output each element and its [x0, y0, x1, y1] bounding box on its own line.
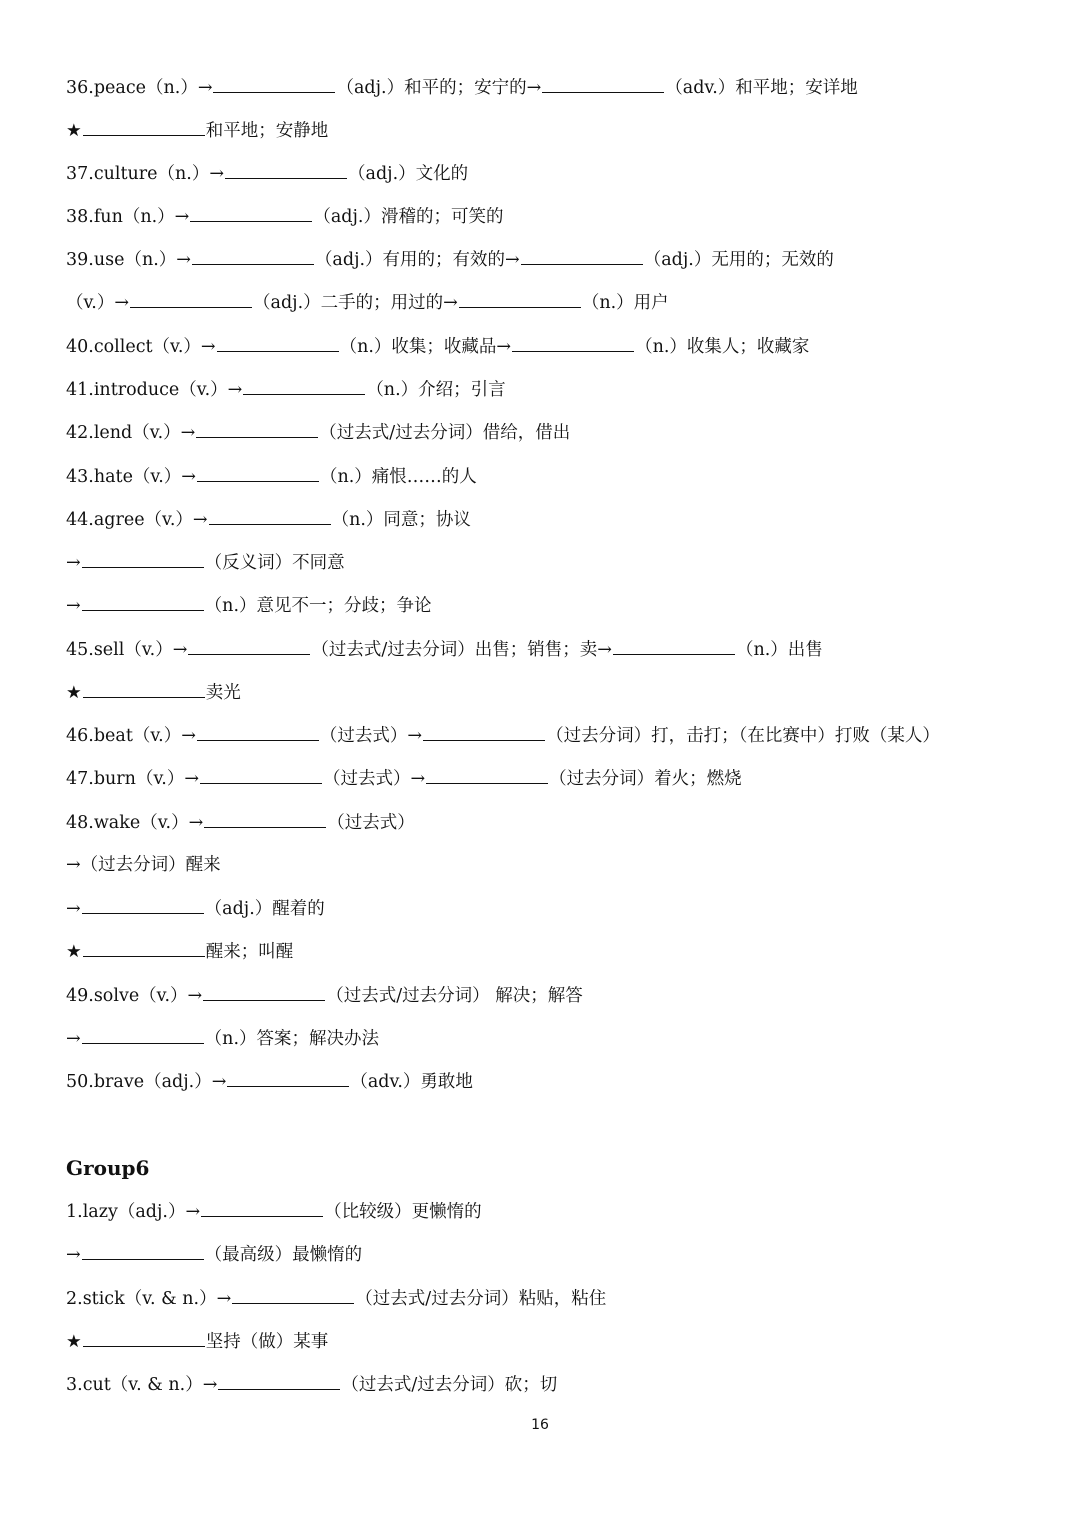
line-text: （adj.）文化的: [348, 164, 469, 184]
exercise-line-50: [66, 1066, 473, 1096]
answer-blank[interactable]: [83, 1326, 205, 1347]
line-text: 45.sell（v.）→: [66, 640, 188, 660]
group6-line-3: [66, 1369, 557, 1399]
exercise-line-36: [66, 72, 858, 102]
answer-blank[interactable]: [197, 720, 319, 741]
exercise-line-42: [66, 417, 570, 447]
answer-blank[interactable]: [213, 72, 335, 93]
line-text: 48.wake（v.）→: [66, 813, 204, 833]
answer-blank[interactable]: [243, 374, 365, 395]
line-text: （adj.）无用的；无效的: [643, 250, 834, 270]
line-text: （n.）用户: [581, 293, 669, 313]
line-text: 37.culture（n.）→: [66, 164, 225, 184]
star-icon: ★: [66, 942, 82, 962]
answer-blank[interactable]: [423, 720, 545, 741]
answer-blank[interactable]: [218, 1369, 340, 1390]
answer-blank[interactable]: [82, 893, 204, 914]
answer-blank[interactable]: [192, 244, 314, 265]
arrow-icon: →: [66, 596, 81, 616]
exercise-line-44-b: [66, 547, 345, 577]
answer-blank[interactable]: [82, 1239, 204, 1260]
answer-blank[interactable]: [227, 1066, 349, 1087]
line-text: （比较级）更懒惰的: [324, 1202, 482, 1222]
line-text: 1.lazy（adj.）→: [66, 1202, 201, 1222]
line-text: （过去式/过去分词） 解决；解答: [326, 986, 583, 1006]
page-number: 16: [531, 1417, 549, 1433]
answer-blank[interactable]: [82, 1023, 204, 1044]
arrow-icon: →: [66, 553, 81, 573]
line-text: （n.）同意；协议: [331, 510, 471, 530]
line-text: 42.lend（v.）→: [66, 423, 196, 443]
line-text: 坚持（做）某事: [205, 1332, 329, 1352]
exercise-line-39: [66, 244, 834, 274]
line-text: （n.）介绍；引言: [366, 380, 506, 400]
line-text: （n.）出售: [735, 640, 823, 660]
exercise-line-43: [66, 461, 477, 491]
exercise-line-47: [66, 763, 742, 793]
exercise-line-45: [66, 634, 823, 664]
line-text: 40.collect（v.）→: [66, 337, 216, 357]
answer-blank[interactable]: [232, 1283, 354, 1304]
line-text: 卖光: [205, 683, 241, 703]
line-text: （adj.）和平的；安宁的→: [336, 78, 542, 98]
line-text: （n.）收集；收藏品→: [339, 337, 512, 357]
exercise-line-37: [66, 158, 468, 188]
line-text: 49.solve（v.）→: [66, 986, 203, 1006]
line-text: （adj.）二手的；用过的→: [253, 293, 458, 313]
answer-blank[interactable]: [83, 936, 205, 957]
line-text: 39.use（n.）→: [66, 250, 191, 270]
line-text: （adv.）和平地；安详地: [665, 78, 858, 98]
line-text: （n.）意见不一；分歧；争论: [204, 596, 432, 616]
line-text: （过去式/过去分词）借给，借出: [319, 423, 571, 443]
exercise-line-49: [66, 980, 583, 1010]
answer-blank[interactable]: [521, 244, 643, 265]
line-text: 2.stick（v. & n.）→: [66, 1289, 232, 1309]
exercise-line-44: [66, 504, 471, 534]
answer-blank[interactable]: [426, 763, 548, 784]
answer-blank[interactable]: [512, 331, 634, 352]
line-text: （adj.）有用的；有效的→: [314, 250, 520, 270]
line-text: （n.）答案；解决办法: [204, 1029, 380, 1049]
answer-blank[interactable]: [613, 634, 735, 655]
answer-blank[interactable]: [200, 763, 322, 784]
answer-blank[interactable]: [217, 331, 339, 352]
exercise-line-39-b: [66, 287, 669, 317]
line-text: （过去式）: [327, 813, 415, 833]
line-text: （adj.）滑稽的；可笑的: [313, 207, 504, 227]
group6-line-1: [66, 1196, 482, 1226]
line-text: （过去式）→: [322, 769, 426, 789]
answer-blank[interactable]: [83, 677, 205, 698]
group6-line-2-star: [66, 1326, 328, 1356]
line-text: （n.）收集人；收藏家: [635, 337, 810, 357]
answer-blank[interactable]: [190, 201, 312, 222]
line-text: 44.agree（v.）→: [66, 510, 208, 530]
exercise-line-48-star: [66, 936, 293, 966]
line-text: 3.cut（v. & n.）→: [66, 1375, 218, 1395]
line-text: （过去式/过去分词）粘贴，粘住: [355, 1289, 607, 1309]
answer-blank[interactable]: [225, 158, 347, 179]
star-icon: ★: [66, 1332, 82, 1352]
answer-blank[interactable]: [82, 590, 204, 611]
exercise-line-38: [66, 201, 503, 231]
answer-blank[interactable]: [204, 807, 326, 828]
line-text: （adv.）勇敢地: [350, 1072, 473, 1092]
answer-blank[interactable]: [203, 980, 325, 1001]
group-title: Group6: [66, 1156, 150, 1180]
line-text: 醒来；叫醒: [205, 942, 294, 962]
exercise-line-48: [66, 807, 415, 837]
line-text: （v.）→: [66, 293, 130, 313]
group6-line-2: [66, 1283, 606, 1313]
exercise-line-46: [66, 720, 940, 750]
exercise-line-45-star: [66, 677, 241, 707]
exercise-line-49-b: [66, 1023, 379, 1053]
exercise-line-41: [66, 374, 506, 404]
group6-line-1-b: [66, 1239, 362, 1269]
exercise-line-40: [66, 331, 809, 361]
line-text: 36.peace（n.）→: [66, 78, 213, 98]
exercise-line-44-c: [66, 590, 432, 620]
exercise-line-36-star: [66, 115, 328, 145]
line-text: 41.introduce（v.）→: [66, 380, 243, 400]
line-text: （n.）痛恨……的人: [319, 467, 477, 487]
exercise-line-48-c: [66, 893, 325, 923]
line-text: 50.brave（adj.）→: [66, 1072, 227, 1092]
line-text: （过去分词）着火；燃烧: [549, 769, 742, 789]
line-text: （过去式/过去分词）砍；切: [341, 1375, 558, 1395]
arrow-icon: →: [66, 899, 81, 919]
line-text: →（过去分词）醒来: [66, 855, 221, 875]
answer-blank[interactable]: [201, 1196, 323, 1217]
line-text: 46.beat（v.）→: [66, 726, 196, 746]
answer-blank[interactable]: [83, 115, 205, 136]
line-text: 47.burn（v.）→: [66, 769, 199, 789]
line-text: （最高级）最懒惰的: [204, 1245, 363, 1265]
answer-blank[interactable]: [542, 72, 664, 93]
line-text: （反义词）不同意: [204, 553, 345, 573]
answer-blank[interactable]: [188, 634, 310, 655]
arrow-icon: →: [66, 1245, 81, 1265]
answer-blank[interactable]: [459, 287, 581, 308]
answer-blank[interactable]: [196, 417, 318, 438]
answer-blank[interactable]: [209, 504, 331, 525]
line-text: （过去式）→: [319, 726, 423, 746]
line-text: 38.fun（n.）→: [66, 207, 190, 227]
star-icon: ★: [66, 121, 82, 141]
arrow-icon: →: [66, 1029, 81, 1049]
answer-blank[interactable]: [82, 547, 204, 568]
line-text: （adj.）醒着的: [204, 899, 325, 919]
line-text: 和平地；安静地: [205, 121, 329, 141]
line-text: （过去式/过去分词）出售；销售；卖→: [311, 640, 612, 660]
line-text: （过去分词）打，击打；（在比赛中）打败（某人）: [546, 726, 940, 746]
line-text: 43.hate（v.）→: [66, 467, 196, 487]
exercise-line-48-b: [66, 850, 221, 880]
answer-blank[interactable]: [130, 287, 252, 308]
star-icon: ★: [66, 683, 82, 703]
answer-blank[interactable]: [197, 461, 319, 482]
